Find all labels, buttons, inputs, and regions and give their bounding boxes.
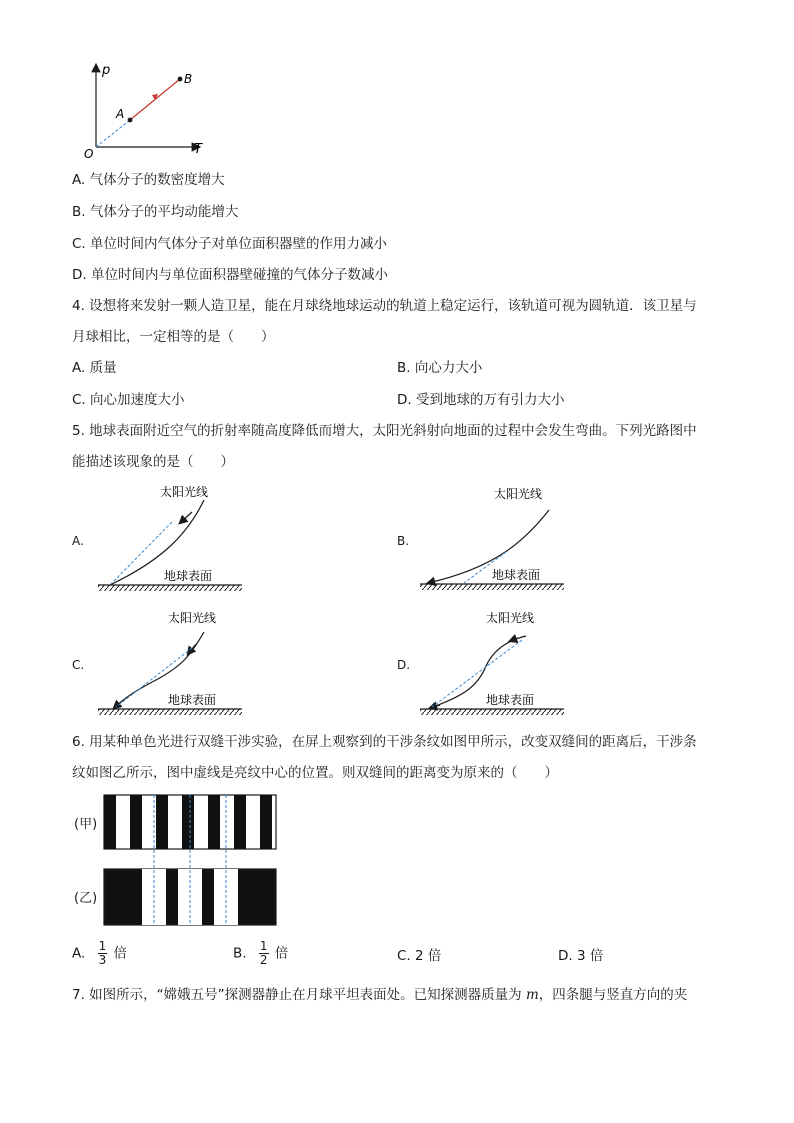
sun-ray-label: 太阳光线	[486, 611, 535, 625]
q6-option-a	[72, 940, 127, 967]
q4-stem-line2: 月球相比，一定相等的是（ ）	[72, 329, 275, 345]
mass-variable: m	[525, 987, 539, 1003]
fraction-denominator: 2	[259, 953, 268, 967]
q7-stem-text-b: ，四条腿与竖直方向的夹	[538, 987, 688, 1003]
q4-option-a: A. 质量	[72, 360, 117, 376]
fraction-denominator: 3	[98, 953, 107, 967]
q3-option-d: D. 单位时间内与单位面积器壁碰撞的气体分子数减小	[72, 267, 388, 283]
q5-diagram-d	[414, 604, 574, 716]
ground-label: 地球表面	[164, 569, 213, 583]
ground-hatch	[420, 584, 564, 590]
fringe-jia-label: (甲)	[74, 817, 98, 832]
q6-option-b-prefix: B.	[233, 945, 247, 962]
direction-arrow	[180, 512, 192, 523]
q6-option-a-suffix: 倍	[113, 945, 128, 962]
q4-option-b: B. 向心力大小	[397, 360, 483, 376]
fringe-yi-label: (乙)	[74, 891, 98, 906]
fraction-one-third	[98, 940, 108, 967]
ground-hatch	[98, 709, 242, 715]
origin-label: O	[84, 147, 94, 161]
q5-diagram-b	[414, 480, 574, 592]
p-axis-label: p	[102, 63, 111, 78]
q7-stem-text-a: 7. 如图所示，“嫦娥五号”探测器静止在月球平坦表面处。已知探测器质量为	[72, 987, 526, 1003]
q4-option-d: D. 受到地球的万有引力大小	[397, 392, 565, 408]
extension-dashed-line	[96, 120, 130, 147]
q6-stem-line1: 6. 用某种单色光进行双缝干涉实验，在屏上观察到的干涉条纹如图甲所示，改变双缝间的距离后，干涉条	[72, 734, 697, 750]
q5-option-b-label: B.	[397, 534, 410, 548]
q5-option-c-label: C.	[72, 658, 85, 672]
interference-fringes	[100, 793, 280, 929]
ground-label: 地球表面	[492, 568, 541, 582]
ground-hatch	[420, 709, 564, 715]
fraction-numerator: 1	[259, 939, 268, 953]
q6-option-a-prefix: A.	[72, 945, 86, 962]
point-b-label: B	[184, 72, 193, 86]
fraction-numerator: 1	[98, 939, 107, 953]
q6-stem-line2: 纹如图乙所示，图中虚线是亮纹中心的位置。则双缝间的距离变为原来的（ ）	[72, 765, 558, 781]
ground-hatch	[98, 585, 242, 591]
direction-arrow-bottom	[114, 701, 122, 708]
q3-option-a: A. 气体分子的数密度增大	[72, 172, 225, 188]
point-a	[128, 118, 133, 123]
q6-option-d: D. 3 倍	[558, 948, 604, 964]
q3-option-b: B. 气体分子的平均动能增大	[72, 204, 239, 220]
direction-arrow	[188, 644, 196, 654]
q6-option-b	[233, 940, 288, 967]
q5-diagram-a	[92, 480, 252, 592]
q6-option-c: C. 2 倍	[397, 948, 442, 964]
q4-stem-line1: 4. 设想将来发射一颗人造卫星，能在月球绕地球运动的轨道上稳定运行，该轨道可视为圆轨道．该卫星与	[72, 298, 697, 314]
ground-label: 地球表面	[486, 693, 535, 707]
fraction-one-half	[259, 940, 269, 967]
point-b	[178, 77, 183, 82]
q5-diagram-c	[92, 604, 252, 716]
point-a-label: A	[116, 107, 125, 121]
ground-label: 地球表面	[168, 693, 217, 707]
sun-ray-label: 太阳光线	[168, 611, 217, 625]
q6-option-b-suffix: 倍	[274, 945, 289, 962]
q5-stem-line2: 能描述该现象的是（ ）	[72, 454, 234, 470]
q5-option-d-label: D.	[397, 658, 411, 672]
pt-graph	[78, 58, 218, 166]
q5-option-a-label: A.	[72, 534, 84, 548]
process-direction-arrow	[152, 94, 158, 100]
straight-dashed-line	[110, 522, 172, 585]
q4-option-c: C. 向心加速度大小	[72, 392, 185, 408]
q5-stem-line1: 5. 地球表面附近空气的折射率随高度降低而增大，太阳光斜射向地面的过程中会发生弯曲。下列光路图中	[72, 423, 697, 439]
q3-option-c: C. 单位时间内气体分子对单位面积器壁的作用力减小	[72, 236, 388, 252]
sun-ray-label: 太阳光线	[494, 487, 543, 501]
direction-arrow-bottom	[430, 705, 440, 708]
sun-ray-label: 太阳光线	[160, 485, 209, 499]
q7-stem-line1	[72, 986, 687, 1004]
t-axis-label: T	[194, 142, 202, 157]
direction-arrow	[510, 638, 518, 641]
